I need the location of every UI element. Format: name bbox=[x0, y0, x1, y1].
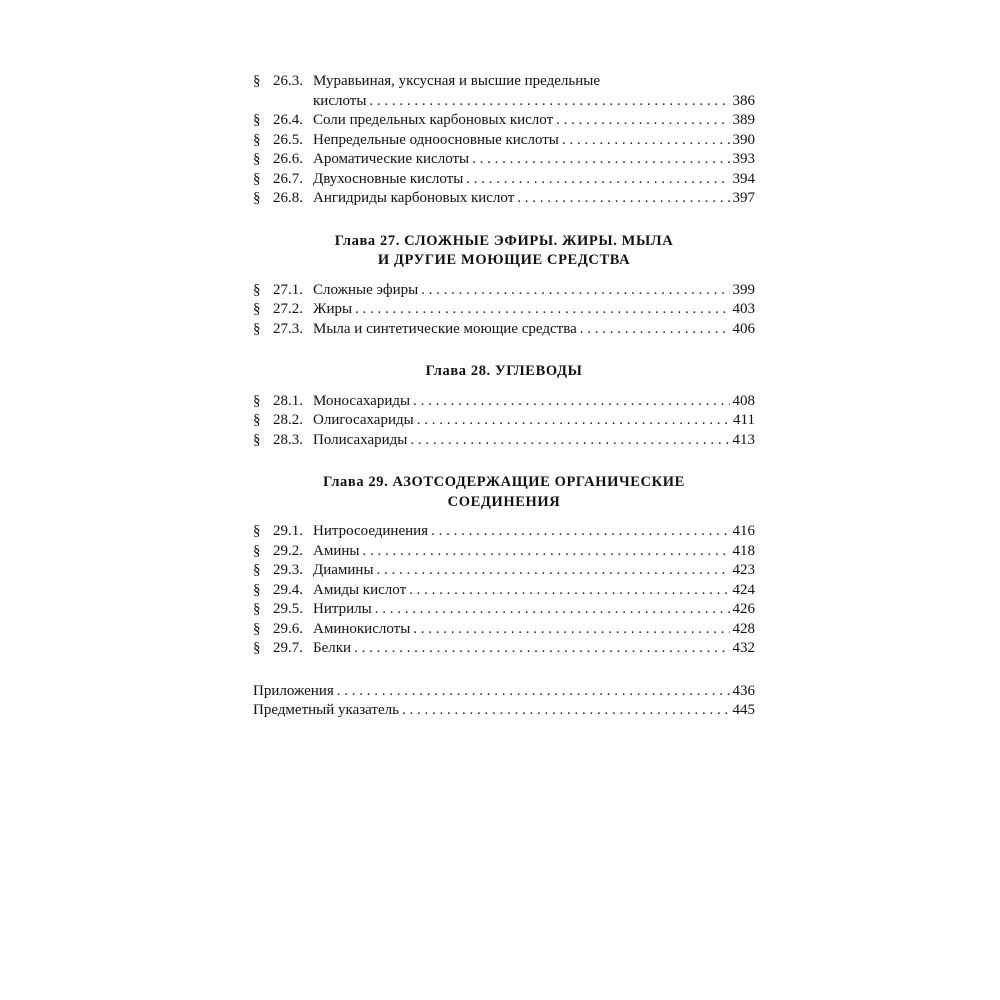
page-number: 416 bbox=[732, 523, 755, 539]
section-list-28 bbox=[253, 392, 755, 451]
back-matter-list bbox=[253, 682, 755, 721]
section-title: Мыла и синтетические моющие средства bbox=[313, 320, 577, 337]
page-number: 445 bbox=[732, 702, 755, 718]
section-sign: § bbox=[253, 73, 261, 89]
leader-dots bbox=[369, 92, 729, 112]
toc-entry-28-1[interactable] bbox=[253, 392, 755, 412]
page-number: 394 bbox=[732, 170, 755, 187]
page-number: 393 bbox=[732, 151, 755, 167]
section-title-line1: Муравьиная, уксусная и высшие предельные bbox=[313, 73, 600, 89]
section-number: 26.7. bbox=[273, 170, 303, 187]
page-number: 406 bbox=[732, 320, 755, 337]
section-title: кислоты bbox=[313, 92, 367, 109]
toc-entry-29-1[interactable] bbox=[253, 522, 755, 542]
chapter-title-line1: Глава 29. АЗОТСОДЕРЖАЩИЕ ОРГАНИЧЕСКИЕ bbox=[323, 474, 685, 490]
section-title: Ангидриды карбоновых кислот bbox=[313, 190, 515, 206]
toc-entry-appendices[interactable] bbox=[253, 682, 755, 702]
chapter-title-line2: СОЕДИНЕНИЯ bbox=[447, 493, 561, 510]
page-number: 403 bbox=[732, 301, 755, 317]
section-title: Диамины bbox=[313, 562, 374, 578]
toc-entry-26-8[interactable] bbox=[253, 189, 755, 209]
section-title: Амиды кислот bbox=[313, 581, 407, 598]
section-number: 26.8. bbox=[273, 190, 303, 206]
leader-dots bbox=[402, 701, 730, 721]
toc-entry-29-7[interactable] bbox=[253, 639, 755, 659]
section-sign: § bbox=[253, 281, 261, 298]
back-matter-title: Приложения bbox=[253, 682, 334, 699]
section-title: Ароматические кислоты bbox=[313, 151, 470, 167]
section-title: Полисахариды bbox=[313, 431, 408, 448]
toc-entry-28-3[interactable] bbox=[253, 431, 755, 451]
leader-dots bbox=[413, 620, 729, 640]
section-number: 29.2. bbox=[273, 542, 303, 559]
chapter-heading-29[interactable] bbox=[253, 473, 755, 512]
page-number: 389 bbox=[732, 112, 755, 128]
section-sign: § bbox=[253, 170, 261, 187]
toc-entry-27-2[interactable] bbox=[253, 300, 755, 320]
section-number: 27.3. bbox=[273, 320, 303, 337]
section-title: Нитросоединения bbox=[313, 523, 429, 539]
section-sign: § bbox=[253, 320, 261, 337]
leader-dots bbox=[354, 639, 729, 659]
page-number: 424 bbox=[732, 581, 755, 598]
section-number: 29.7. bbox=[273, 640, 303, 656]
section-sign: § bbox=[253, 112, 261, 128]
toc-entry-26-7[interactable] bbox=[253, 170, 755, 190]
page-number: 399 bbox=[732, 281, 755, 298]
leader-dots bbox=[466, 170, 729, 190]
section-sign: § bbox=[253, 542, 261, 559]
section-number: 27.1. bbox=[273, 281, 303, 298]
section-list-26 bbox=[253, 72, 755, 209]
table-of-contents bbox=[253, 72, 755, 721]
toc-entry-29-5[interactable] bbox=[253, 600, 755, 620]
leader-dots bbox=[431, 522, 729, 542]
section-sign: § bbox=[253, 620, 261, 637]
chapter-title-line2: И ДРУГИЕ МОЮЩИЕ СРЕДСТВА bbox=[377, 252, 631, 268]
leader-dots bbox=[337, 682, 730, 702]
page-number: 408 bbox=[732, 392, 755, 409]
page-number: 432 bbox=[732, 640, 755, 656]
section-number: 29.4. bbox=[273, 581, 303, 598]
section-number: 29.5. bbox=[273, 601, 303, 617]
section-title: Жиры bbox=[313, 301, 353, 317]
chapter-title-line1: Глава 27. СЛОЖНЫЕ ЭФИРЫ. ЖИРЫ. МЫЛА bbox=[334, 232, 674, 249]
section-title: Моносахариды bbox=[313, 392, 411, 409]
toc-entry-28-2[interactable] bbox=[253, 411, 755, 431]
section-sign: § bbox=[253, 190, 261, 206]
page-number: 390 bbox=[732, 131, 755, 148]
section-number: 26.5. bbox=[273, 131, 303, 148]
toc-entry-27-1[interactable] bbox=[253, 281, 755, 301]
leader-dots bbox=[421, 281, 729, 301]
section-sign: § bbox=[253, 562, 261, 578]
leader-dots bbox=[410, 431, 729, 451]
page-number: 423 bbox=[732, 562, 755, 578]
section-number: 29.6. bbox=[273, 620, 303, 637]
page-number: 426 bbox=[732, 601, 755, 617]
leader-dots bbox=[355, 300, 729, 320]
leader-dots bbox=[472, 150, 729, 170]
page-number: 413 bbox=[732, 431, 755, 448]
page-number: 386 bbox=[732, 92, 755, 109]
chapter-heading-28[interactable] bbox=[253, 362, 755, 382]
section-sign: § bbox=[253, 640, 261, 656]
chapter-title-line1: Глава 28. УГЛЕВОДЫ bbox=[425, 363, 583, 379]
section-sign: § bbox=[253, 601, 261, 617]
toc-entry-26-4[interactable] bbox=[253, 111, 755, 131]
section-title: Олигосахариды bbox=[313, 412, 414, 428]
section-list-29 bbox=[253, 522, 755, 659]
leader-dots bbox=[362, 542, 729, 562]
section-number: 26.3. bbox=[273, 73, 303, 89]
section-title: Нитрилы bbox=[313, 601, 372, 617]
leader-dots bbox=[580, 320, 730, 340]
leader-dots bbox=[556, 111, 729, 131]
section-title: Сложные эфиры bbox=[313, 281, 419, 298]
toc-entry-29-6[interactable] bbox=[253, 620, 755, 640]
section-list-27 bbox=[253, 281, 755, 340]
toc-entry-subject-index[interactable] bbox=[253, 701, 755, 721]
leader-dots bbox=[375, 600, 730, 620]
toc-entry-29-2[interactable] bbox=[253, 542, 755, 562]
section-title: Соли предельных карбоновых кислот bbox=[313, 112, 554, 128]
section-number: 27.2. bbox=[273, 301, 303, 317]
page-number: 397 bbox=[732, 190, 755, 206]
section-sign: § bbox=[253, 151, 261, 167]
chapter-heading-27[interactable] bbox=[253, 232, 755, 271]
page-number: 418 bbox=[732, 542, 755, 559]
section-sign: § bbox=[253, 131, 261, 148]
section-sign: § bbox=[253, 392, 261, 409]
section-number: 28.1. bbox=[273, 392, 303, 409]
back-matter-title: Предметный указатель bbox=[253, 702, 399, 718]
section-title: Амины bbox=[313, 542, 360, 559]
section-sign: § bbox=[253, 412, 261, 428]
section-title: Аминокислоты bbox=[313, 620, 411, 637]
toc-entry-29-3[interactable] bbox=[253, 561, 755, 581]
section-number: 26.4. bbox=[273, 112, 303, 128]
leader-dots bbox=[517, 189, 729, 209]
page-number: 436 bbox=[732, 682, 755, 699]
toc-entry-26-3[interactable] bbox=[253, 92, 755, 112]
page-number: 411 bbox=[733, 412, 755, 428]
leader-dots bbox=[413, 392, 729, 412]
section-number: 26.6. bbox=[273, 151, 303, 167]
toc-entry-26-6[interactable] bbox=[253, 150, 755, 170]
toc-entry-26-3-line1[interactable] bbox=[253, 72, 755, 92]
section-sign: § bbox=[253, 301, 261, 317]
leader-dots bbox=[409, 581, 729, 601]
section-sign: § bbox=[253, 431, 261, 448]
section-number: 29.1. bbox=[273, 523, 303, 539]
section-title: Непредельные одноосновные кислоты bbox=[313, 131, 559, 148]
toc-entry-29-4[interactable] bbox=[253, 581, 755, 601]
section-sign: § bbox=[253, 581, 261, 598]
section-sign: § bbox=[253, 523, 261, 539]
leader-dots bbox=[562, 131, 730, 151]
section-number: 28.3. bbox=[273, 431, 303, 448]
toc-entry-27-3[interactable] bbox=[253, 320, 755, 340]
leader-dots bbox=[417, 411, 730, 431]
section-number: 29.3. bbox=[273, 562, 303, 578]
section-title: Белки bbox=[313, 640, 352, 656]
page-number: 428 bbox=[732, 620, 755, 637]
leader-dots bbox=[377, 561, 730, 581]
section-title: Двухосновные кислоты bbox=[313, 170, 464, 187]
section-number: 28.2. bbox=[273, 412, 303, 428]
toc-entry-26-5[interactable] bbox=[253, 131, 755, 151]
